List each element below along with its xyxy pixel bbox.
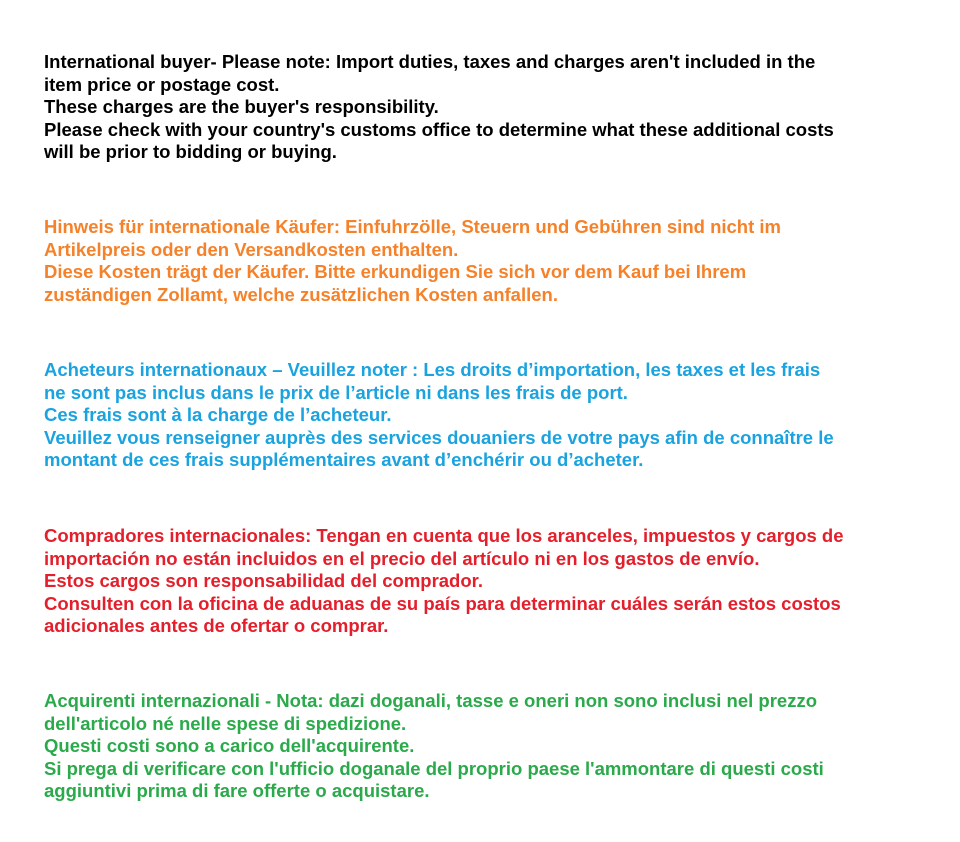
notice-line: Si prega di verificare con l'ufficio doganale del proprio paese l'ammontare di questi costi <box>44 757 824 779</box>
notice-line: Acquirenti internazionali - Nota: dazi doganali, tasse e oneri non sono inclusi nel prezzo <box>44 690 817 711</box>
notice-line: item price or postage cost. <box>44 73 280 95</box>
notice-line: importación no están incluidos en el precio del artículo ni en los gastos de envío. <box>44 547 760 569</box>
notice-line: These charges are the buyer's responsibility. <box>44 96 439 117</box>
notice-line: Please check with your country's customs office to determine what these additional costs <box>44 118 834 140</box>
notice-line: Veuillez vous renseigner auprès des services douaniers de votre pays afin de connaître le <box>44 426 834 448</box>
import-notice-italian <box>44 690 924 803</box>
notice-line: Acheteurs internationaux – Veuillez noter : Les droits d’importation, les taxes et les frais <box>44 359 821 380</box>
notice-line: will be prior to bidding or buying. <box>44 141 337 162</box>
notice-line: Compradores internacionales: Tengan en cuenta que los aranceles, impuestos y cargos de <box>44 525 844 546</box>
import-notice-french <box>44 359 924 472</box>
notice-line: Questi costi sono a carico dell'acquirente. <box>44 735 415 756</box>
import-notice-english <box>44 51 924 164</box>
notice-line: montant de ces frais supplémentaires avant d’enchérir ou d’acheter. <box>44 449 644 470</box>
notice-line: adicionales antes de ofertar o comprar. <box>44 615 389 636</box>
notice-line: Ces frais sont à la charge de l’acheteur. <box>44 404 392 425</box>
notice-line: zuständigen Zollamt, welche zusätzlichen Kosten anfallen. <box>44 283 558 305</box>
notice-line: aggiuntivi prima di fare offerte o acquistare. <box>44 780 430 801</box>
notice-line: Hinweis für internationale Käufer: Einfuhrzölle, Steuern und Gebühren sind nicht im <box>44 216 781 237</box>
notice-line: Consulten con la oficina de aduanas de su país para determinar cuáles serán estos costos <box>44 592 841 614</box>
notice-line: ne sont pas inclus dans le prix de l’article ni dans les frais de port. <box>44 381 628 403</box>
notice-line: dell'articolo né nelle spese di spedizione. <box>44 712 407 734</box>
notice-line: International buyer- Please note: Import duties, taxes and charges aren't included in the <box>44 51 816 72</box>
import-notice-german <box>44 216 924 306</box>
import-notice-spanish <box>44 525 924 638</box>
notice-line: Diese Kosten trägt der Käufer. Bitte erkundigen Sie sich vor dem Kauf bei Ihrem <box>44 261 747 282</box>
notice-line: Estos cargos son responsabilidad del comprador. <box>44 570 483 591</box>
notice-line: Artikelpreis oder den Versandkosten enthalten. <box>44 238 459 260</box>
